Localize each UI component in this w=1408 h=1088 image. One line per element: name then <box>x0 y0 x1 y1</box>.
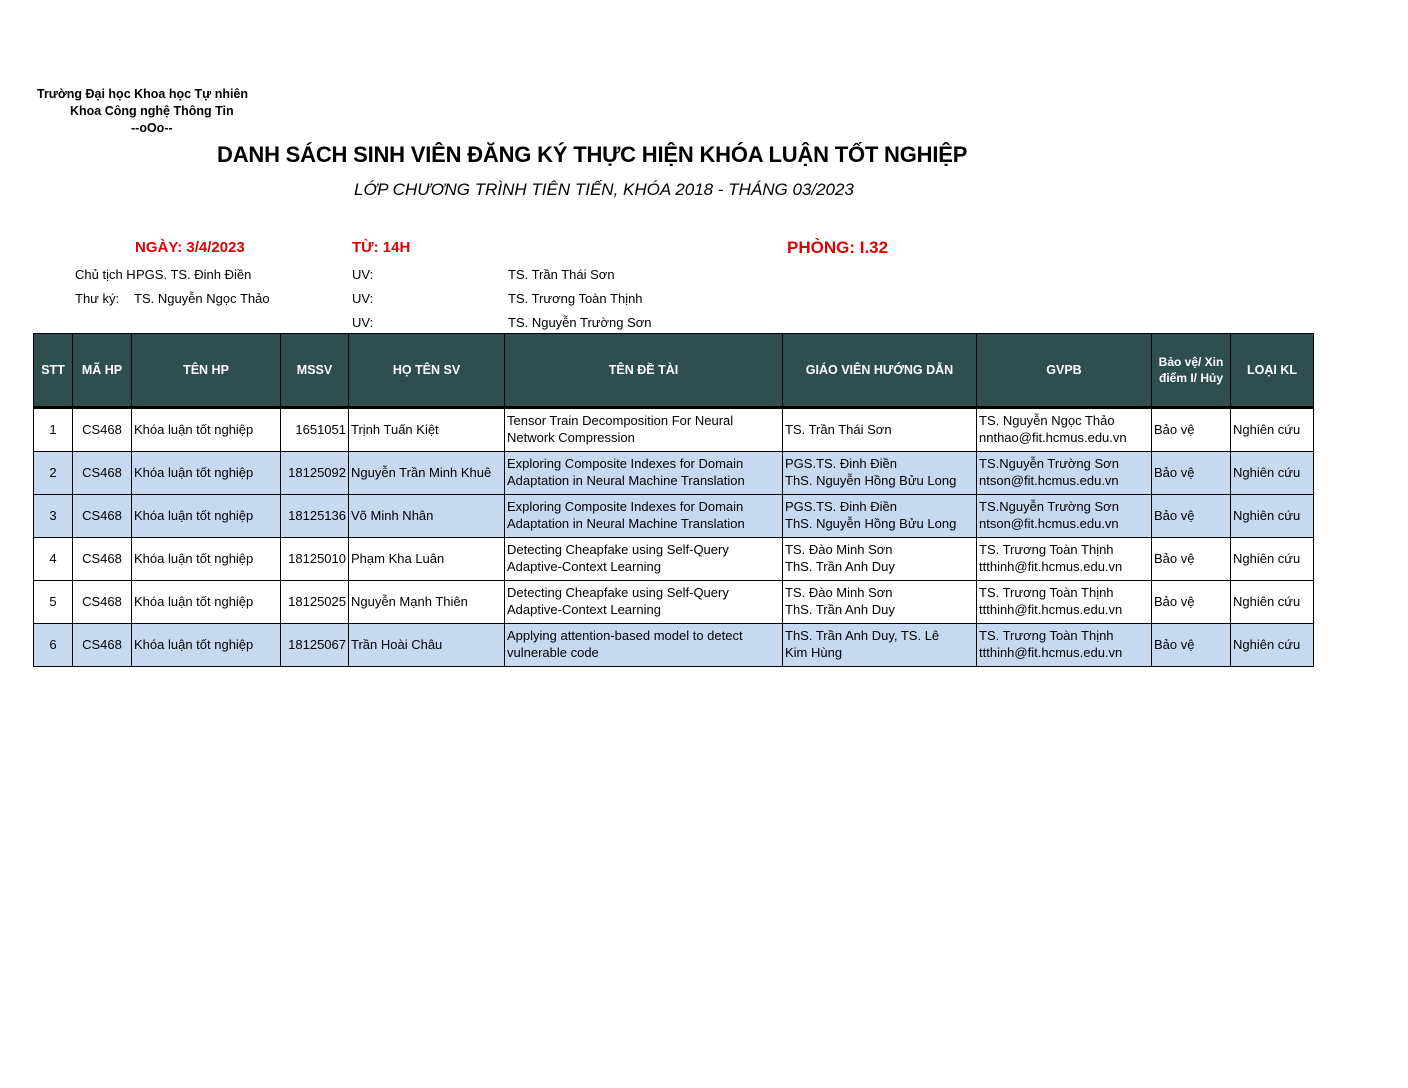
cell-ho-ten: Phạm Kha Luân <box>349 538 505 581</box>
cell-gvhd <box>783 452 977 495</box>
header-separator: --oOo-- <box>131 121 173 135</box>
de-tai-line-2: Adaptation in Neural Machine Translation <box>507 473 745 488</box>
de-tai-line-2: Adaptive-Context Learning <box>507 602 661 617</box>
cell-ma-hp: CS468 <box>73 495 132 538</box>
column-header-gvpb: GVPB <box>977 334 1152 408</box>
secretary-label: Thư ký: <box>75 291 120 306</box>
cell-ho-ten: Nguyễn Mạnh Thiên <box>349 581 505 624</box>
session-date: NGÀY: 3/4/2023 <box>135 239 245 256</box>
cell-mssv: 18125136 <box>281 495 349 538</box>
column-header-ho-ten: HỌ TÊN SV <box>349 334 505 408</box>
institution-name: Trường Đại học Khoa học Tự nhiên <box>37 87 249 101</box>
gvpb-name: TS.Nguyễn Trường Sơn <box>979 456 1119 472</box>
member-label: UV: <box>352 291 374 306</box>
cell-gvhd <box>783 495 977 538</box>
gvhd-line-1: TS. Đào Minh Sơn <box>785 585 893 601</box>
cell-gvpb <box>977 495 1152 538</box>
de-tai-line-1: Applying attention-based model to detect <box>507 628 743 644</box>
table-row <box>34 408 1314 452</box>
cell-stt: 5 <box>34 581 73 624</box>
cell-mssv: 18125067 <box>281 624 349 667</box>
cell-loai-kl: Nghiên cứu <box>1231 581 1314 624</box>
cell-bao-ve: Bảo vệ <box>1152 452 1231 495</box>
cell-loai-kl: Nghiên cứu <box>1231 495 1314 538</box>
column-header-loai-kl: LOẠI KL <box>1231 334 1314 408</box>
secretary-name: TS. Nguyễn Ngọc Thảo <box>134 291 270 306</box>
column-header-de-tai: TÊN ĐỀ TÀI <box>505 334 783 408</box>
table-header-row <box>34 334 1314 408</box>
de-tai-line-1: Detecting Cheapfake using Self-Query <box>507 542 729 558</box>
cell-de-tai <box>505 452 783 495</box>
column-header-ma-hp: MÃ HP <box>73 334 132 408</box>
cell-ma-hp: CS468 <box>73 538 132 581</box>
gvhd-line-1: TS. Đào Minh Sơn <box>785 542 893 558</box>
cell-ten-hp: Khóa luận tốt nghiệp <box>132 538 281 581</box>
column-header-mssv: MSSV <box>281 334 349 408</box>
gvpb-email: ttthinh@fit.hcmus.edu.vn <box>979 559 1123 574</box>
cell-mssv: 1651051 <box>281 408 349 452</box>
cell-gvpb <box>977 624 1152 667</box>
cell-gvhd <box>783 408 977 452</box>
column-header-stt: STT <box>34 334 73 408</box>
gvpb-email: ntson@fit.hcmus.edu.vn <box>979 516 1119 531</box>
cell-gvpb <box>977 408 1152 452</box>
cell-bao-ve: Bảo vệ <box>1152 538 1231 581</box>
chair-name: PGS. TS. Đinh Điền <box>136 267 252 282</box>
cell-ho-ten: Trần Hoài Châu <box>349 624 505 667</box>
member-label: UV: <box>352 267 374 282</box>
member-label: UV: <box>352 315 374 330</box>
table-body <box>34 408 1314 667</box>
cell-gvpb <box>977 538 1152 581</box>
de-tai-line-1: Exploring Composite Indexes for Domain <box>507 456 744 472</box>
cell-loai-kl: Nghiên cứu <box>1231 538 1314 581</box>
cell-bao-ve: Bảo vệ <box>1152 581 1231 624</box>
cell-gvpb <box>977 581 1152 624</box>
cell-loai-kl: Nghiên cứu <box>1231 408 1314 452</box>
gvpb-email: ttthinh@fit.hcmus.edu.vn <box>979 602 1123 617</box>
faculty-name: Khoa Công nghệ Thông Tin <box>70 104 234 118</box>
table-row <box>34 495 1314 538</box>
cell-mssv: 18125025 <box>281 581 349 624</box>
cell-de-tai <box>505 495 783 538</box>
cell-ma-hp: CS468 <box>73 624 132 667</box>
cell-stt: 4 <box>34 538 73 581</box>
gvpb-name: TS. Trương Toàn Thịnh <box>979 628 1114 644</box>
de-tai-line-2: Adaptation in Neural Machine Translation <box>507 516 745 531</box>
cell-gvhd <box>783 538 977 581</box>
chair-label: Chủ tịch H <box>75 267 136 282</box>
column-header-ten-hp: TÊN HP <box>132 334 281 408</box>
de-tai-line-1: Tensor Train Decomposition For Neural <box>507 413 734 429</box>
cell-ho-ten: Trịnh Tuấn Kiệt <box>349 408 505 452</box>
gvhd-line-1: PGS.TS. Đinh Điền <box>785 499 897 515</box>
cell-ma-hp: CS468 <box>73 581 132 624</box>
cell-bao-ve: Bảo vệ <box>1152 624 1231 667</box>
gvpb-email: ttthinh@fit.hcmus.edu.vn <box>979 645 1123 660</box>
gvhd-line-2: ThS. Trần Anh Duy <box>785 559 895 574</box>
cell-stt: 2 <box>34 452 73 495</box>
de-tai-line-1: Exploring Composite Indexes for Domain <box>507 499 744 515</box>
cell-ho-ten: Nguyễn Trần Minh Khuê <box>349 452 505 495</box>
cell-gvhd <box>783 624 977 667</box>
member-name: TS. Nguyễn Trường Sơn <box>508 315 652 330</box>
gvpb-name: TS. Nguyễn Ngọc Thảo <box>979 413 1115 429</box>
gvpb-name: TS. Trương Toàn Thịnh <box>979 585 1114 601</box>
gvhd-line-1: ThS. Trần Anh Duy, TS. Lê <box>785 628 940 644</box>
gvpb-email: nnthao@fit.hcmus.edu.vn <box>979 430 1127 445</box>
cell-loai-kl: Nghiên cứu <box>1231 452 1314 495</box>
gvhd-line-2: Kim Hùng <box>785 645 843 660</box>
gvpb-email: ntson@fit.hcmus.edu.vn <box>979 473 1119 488</box>
page-title: DANH SÁCH SINH VIÊN ĐĂNG KÝ THỰC HIỆN KHÓA LUẬN TỐT NGHIỆP <box>217 142 968 167</box>
cell-bao-ve: Bảo vệ <box>1152 408 1231 452</box>
de-tai-line-2: vulnerable code <box>507 645 599 660</box>
cell-ten-hp: Khóa luận tốt nghiệp <box>132 581 281 624</box>
cell-ten-hp: Khóa luận tốt nghiệp <box>132 495 281 538</box>
gvhd-line-2: ThS. Nguyễn Hồng Bửu Long <box>785 516 957 531</box>
gvpb-name: TS.Nguyễn Trường Sơn <box>979 499 1119 515</box>
cell-gvhd <box>783 581 977 624</box>
cell-ten-hp: Khóa luận tốt nghiệp <box>132 624 281 667</box>
gvpb-name: TS. Trương Toàn Thịnh <box>979 542 1114 558</box>
cell-ten-hp: Khóa luận tốt nghiệp <box>132 408 281 452</box>
table-row <box>34 452 1314 495</box>
de-tai-line-1: Detecting Cheapfake using Self-Query <box>507 585 729 601</box>
session-time: TỪ: 14H <box>352 239 411 256</box>
cell-mssv: 18125092 <box>281 452 349 495</box>
cell-gvpb <box>977 452 1152 495</box>
cell-de-tai <box>505 408 783 452</box>
cell-ho-ten: Võ Minh Nhân <box>349 495 505 538</box>
cell-bao-ve: Bảo vệ <box>1152 495 1231 538</box>
registration-table <box>33 333 1314 667</box>
session-room: PHÒNG: I.32 <box>787 238 889 257</box>
cell-de-tai <box>505 538 783 581</box>
gvhd-line-1: TS. Trần Thái Sơn <box>785 421 892 437</box>
cell-de-tai <box>505 624 783 667</box>
page-subtitle: LỚP CHƯƠNG TRÌNH TIÊN TIẾN, KHÓA 2018 - THÁNG 03/2023 <box>354 180 854 199</box>
cell-mssv: 18125010 <box>281 538 349 581</box>
cell-ma-hp: CS468 <box>73 408 132 452</box>
gvhd-line-1: PGS.TS. Đinh Điền <box>785 456 897 472</box>
de-tai-line-2: Network Compression <box>507 430 635 445</box>
cell-stt: 3 <box>34 495 73 538</box>
cell-de-tai <box>505 581 783 624</box>
cell-ten-hp: Khóa luận tốt nghiệp <box>132 452 281 495</box>
cell-loai-kl: Nghiên cứu <box>1231 624 1314 667</box>
cell-ma-hp: CS468 <box>73 452 132 495</box>
table-row <box>34 581 1314 624</box>
table-row <box>34 624 1314 667</box>
cell-stt: 1 <box>34 408 73 452</box>
column-header-bao-ve: Bảo vệ/ Xin điểm I/ Hủy <box>1152 334 1231 408</box>
gvhd-line-2: ThS. Trần Anh Duy <box>785 602 895 617</box>
member-name: TS. Trương Toàn Thịnh <box>508 291 643 306</box>
member-name: TS. Trần Thái Sơn <box>508 267 615 282</box>
table-row <box>34 538 1314 581</box>
gvhd-line-2: ThS. Nguyễn Hồng Bửu Long <box>785 473 957 488</box>
cell-stt: 6 <box>34 624 73 667</box>
de-tai-line-2: Adaptive-Context Learning <box>507 559 661 574</box>
column-header-gvhd: GIÁO VIÊN HƯỚNG DẪN <box>783 334 977 408</box>
